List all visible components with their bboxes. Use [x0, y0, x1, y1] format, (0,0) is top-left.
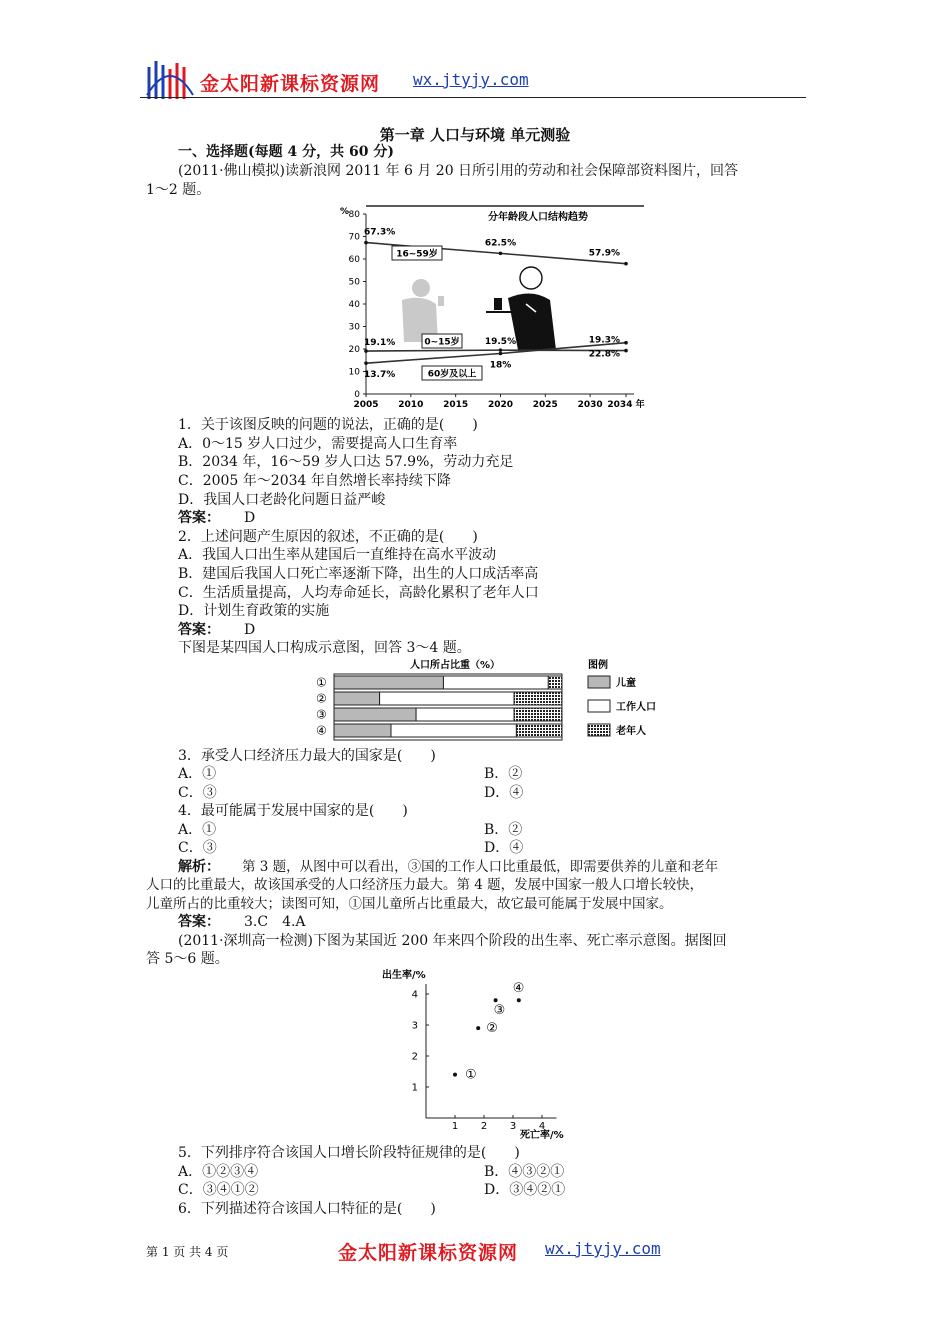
- answer1-label: 答案：: [178, 510, 220, 526]
- chart1-data-label: 19.3%: [588, 335, 620, 346]
- explanation-line-3: 儿童所占的比重较大；读图可知，①国儿童所占比重最大，故它最可能属于发展中国家。: [146, 896, 673, 912]
- chart3-point-label: ④: [512, 981, 525, 997]
- chart1-x-tick-label: 2025: [532, 400, 558, 410]
- answer2-label: 答案：: [178, 622, 220, 638]
- intro-1a: (2011·佛山模拟)读新浪网 2011 年 6 月 20 日所引用的劳动和社会保障部资料图片，回答: [178, 163, 739, 179]
- header-divider: [140, 97, 806, 98]
- q6: 6．下列描述符合该国人口特征的是( ): [178, 1201, 436, 1217]
- chart1-point: [364, 361, 368, 365]
- chart2-category-label: ①: [316, 675, 327, 690]
- chart1-x-tick-label: 2030: [577, 400, 603, 410]
- chart2-bar-segment: [443, 676, 548, 689]
- chart3-x-tick-label: 3: [509, 1121, 517, 1132]
- chart2-bar-segment: [334, 692, 380, 705]
- chart2-category-label: ④: [316, 723, 327, 738]
- chart1-x-tick-label: 2005: [353, 400, 379, 410]
- chart1-data-label: 18%: [489, 360, 512, 371]
- q2-option-c: C．生活质量提高，人均寿命延长，高龄化累积了老年人口: [178, 585, 539, 601]
- chart2-bar-segment: [391, 724, 516, 737]
- q5-option-b: B．④③②①: [484, 1164, 565, 1180]
- footer-page-number: 第 1 页 共 4 页: [146, 1245, 229, 1259]
- chart1-point: [499, 252, 503, 256]
- q5-option-c: C．③④①②: [178, 1182, 259, 1198]
- chart1-data-label: 57.9%: [588, 248, 620, 259]
- chart1-y-tick-label: 60: [348, 255, 360, 265]
- chart1-title: 分年龄段人口结构趋势: [488, 212, 588, 223]
- chart1-series-name: 0~15岁: [424, 337, 460, 348]
- q4-option-a: A．①: [178, 822, 217, 838]
- chart1-data-label: 67.3%: [364, 227, 396, 238]
- chart1-ylabel: %: [340, 207, 350, 217]
- intro-3b: 答 5～6 题。: [146, 951, 229, 967]
- q4-option-c: C．③: [178, 840, 217, 856]
- header-site-link[interactable]: wx.jtyjy.com: [413, 70, 529, 89]
- answer2: D: [244, 622, 256, 638]
- chart3-point: [453, 1073, 457, 1077]
- chart2-bar-segment: [380, 692, 515, 705]
- chart2-bar-segment: [516, 724, 562, 737]
- logo-icon: [143, 55, 198, 103]
- q3-option-b: B．②: [484, 766, 523, 782]
- elderly-shadow-illustration: [402, 279, 444, 342]
- chart3-x-tick-label: 4: [538, 1121, 546, 1132]
- chart1-y-tick-label: 20: [348, 345, 360, 355]
- answer34: 3.C 4.A: [244, 914, 306, 930]
- chart2-legend-label: 儿童: [616, 678, 636, 689]
- chart2-bar-segment: [416, 708, 514, 721]
- explanation-line-1: 第 3 题，从图中可以看出，③国的工作人口比重最低，即需要供养的儿童和老年: [242, 859, 719, 875]
- chart3-xlabel: 死亡率/%: [520, 1130, 564, 1141]
- birth-death-rate-chart: [380, 966, 580, 1142]
- chart1-x-tick-label: 2020: [487, 400, 514, 410]
- chart1-y-tick-label: 70: [348, 232, 360, 243]
- chart1-series-name: 16~59岁: [396, 249, 438, 260]
- chart1-data-label: 13.7%: [364, 370, 396, 381]
- explanation-label: 解析：: [178, 859, 220, 875]
- q3: 3．承受人口经济压力最大的国家是( ): [178, 748, 436, 764]
- chart2-legend-swatch: [588, 676, 610, 688]
- chart2-bar-segment: [548, 676, 562, 689]
- chart2-category-label: ②: [316, 691, 327, 706]
- explanation-line-2: 人口的比重最大，故该国承受的人口经济压力最大。第 4 题，发展中国家一般人口增长较快，: [146, 877, 704, 893]
- q1-option-b: B．2034 年，16～59 岁人口达 57.9%，劳动力充足: [178, 454, 514, 470]
- q2-option-b: B．建国后我国人口死亡率逐渐下降，出生的人口成活率高: [178, 566, 539, 582]
- q3-option-c: C．③: [178, 785, 217, 801]
- chart2-legend-label: 工作人口: [616, 702, 656, 713]
- section-heading: 一、选择题(每题 4 分，共 60 分): [178, 144, 394, 160]
- chart1-data-label: 22.8%: [588, 349, 620, 360]
- q5: 5．下列排序符合该国人口增长阶段特征规律的是( ): [178, 1145, 520, 1161]
- chart1-x-tick-label: 2010: [398, 400, 424, 410]
- chart3-point-label: ①: [465, 1067, 477, 1083]
- chart3-x-tick-label: 1: [451, 1121, 459, 1132]
- chart3-point: [517, 998, 521, 1002]
- chart1-y-tick-label: 50: [348, 277, 360, 288]
- chart1-y-tick-label: 0: [354, 390, 360, 400]
- chart3-point-label: ③: [493, 1003, 506, 1019]
- chart1-data-label: 62.5%: [484, 238, 517, 249]
- chart3-point: [494, 998, 498, 1002]
- chart2-category-label: ③: [316, 707, 327, 722]
- intro-2: 下图是某四国人口构成示意图，回答 3～4 题。: [178, 640, 471, 656]
- q5-option-d: D．③④②①: [484, 1182, 566, 1198]
- chart3-y-tick-label: 1: [411, 1082, 418, 1094]
- q1-option-d: D．我国人口老龄化问题日益严峻: [178, 492, 386, 508]
- answer34-label: 答案：: [178, 914, 220, 930]
- chart2-bar-segment: [514, 708, 562, 721]
- chart1-point: [499, 352, 503, 356]
- footer-site-link[interactable]: wx.jtyjy.com: [545, 1239, 661, 1258]
- chart1-point: [364, 241, 368, 245]
- q1-option-a: A．0～15 岁人口过少，需要提高人口生育率: [178, 436, 458, 452]
- chart1-point: [624, 341, 628, 345]
- chart1-point: [624, 349, 628, 353]
- chart3-y-tick-label: 4: [411, 989, 418, 1001]
- chart2-bar-segment: [334, 724, 391, 737]
- chart3-ylabel: 出生率/%: [382, 970, 426, 981]
- chart3-point: [476, 1026, 480, 1030]
- chart3-x-tick-label: 2: [480, 1121, 488, 1132]
- page-title: 第一章 人口与环境 单元测验: [379, 126, 571, 144]
- q1-option-c: C．2005 年～2034 年自然增长率持续下降: [178, 473, 451, 489]
- chart2-bar-segment: [334, 708, 416, 721]
- q4-option-d: D．④: [484, 840, 524, 856]
- q2-option-a: A．我国人口出生率从建国后一直维持在高水平波动: [178, 547, 497, 563]
- chart1-point: [499, 348, 503, 352]
- chart3-y-tick-label: 2: [411, 1051, 418, 1063]
- chart2-legend-swatch: [588, 700, 610, 712]
- chart1-y-tick-label: 40: [348, 300, 360, 310]
- chart1-y-tick-label: 30: [348, 322, 360, 333]
- q2: 2．上述问题产生原因的叙述，不正确的是( ): [178, 529, 478, 545]
- intro-3a: (2011·深圳高一检测)下图为某国近 200 年来四个阶段的出生率、死亡率示意图。据图回: [178, 933, 727, 949]
- footer-brand: 金太阳新课标资源网: [338, 1242, 519, 1264]
- chart2-bar-segment: [514, 692, 562, 705]
- chart2-title: 人口所占比重（%）: [410, 660, 501, 671]
- intro-1b: 1～2 题。: [146, 182, 211, 198]
- q4: 4．最可能属于发展中国家的是( ): [178, 803, 408, 819]
- chart2-legend-swatch: [588, 724, 610, 736]
- chart3-y-tick-label: 3: [411, 1020, 418, 1032]
- chart1-data-label: 19.5%: [484, 337, 517, 348]
- chart1-x-tick-label: 2034 年: [607, 400, 645, 410]
- chart3-point-label: ②: [486, 1021, 498, 1037]
- population-composition-chart: [312, 656, 682, 742]
- q3-option-a: A．①: [178, 766, 217, 782]
- chart1-y-tick-label: 80: [348, 210, 360, 220]
- q5-option-a: A．①②③④: [178, 1164, 259, 1180]
- chart2-legend-label: 老年人: [616, 726, 646, 737]
- chart2-legend-title: 图例: [588, 660, 608, 671]
- chart2-bar-segment: [334, 676, 443, 689]
- header-logo: [143, 55, 198, 103]
- q3-option-d: D．④: [484, 785, 524, 801]
- chart1-series-line: [366, 350, 626, 351]
- chart1-y-tick-label: 10: [348, 367, 360, 378]
- q2-option-d: D．计划生育政策的实施: [178, 603, 330, 619]
- q4-option-b: B．②: [484, 822, 523, 838]
- age-structure-chart: [336, 200, 648, 414]
- chart1-series-name: 60岁及以上: [427, 369, 477, 380]
- header-brand: 金太阳新课标资源网: [200, 73, 381, 95]
- chart1-point: [624, 262, 628, 266]
- chart1-point: [364, 349, 368, 353]
- chart1-data-label: 19.1%: [364, 338, 396, 349]
- q1: 1．关于该图反映的问题的说法，正确的是( ): [178, 417, 478, 433]
- answer1: D: [244, 510, 256, 526]
- chart1-x-tick-label: 2015: [443, 400, 469, 410]
